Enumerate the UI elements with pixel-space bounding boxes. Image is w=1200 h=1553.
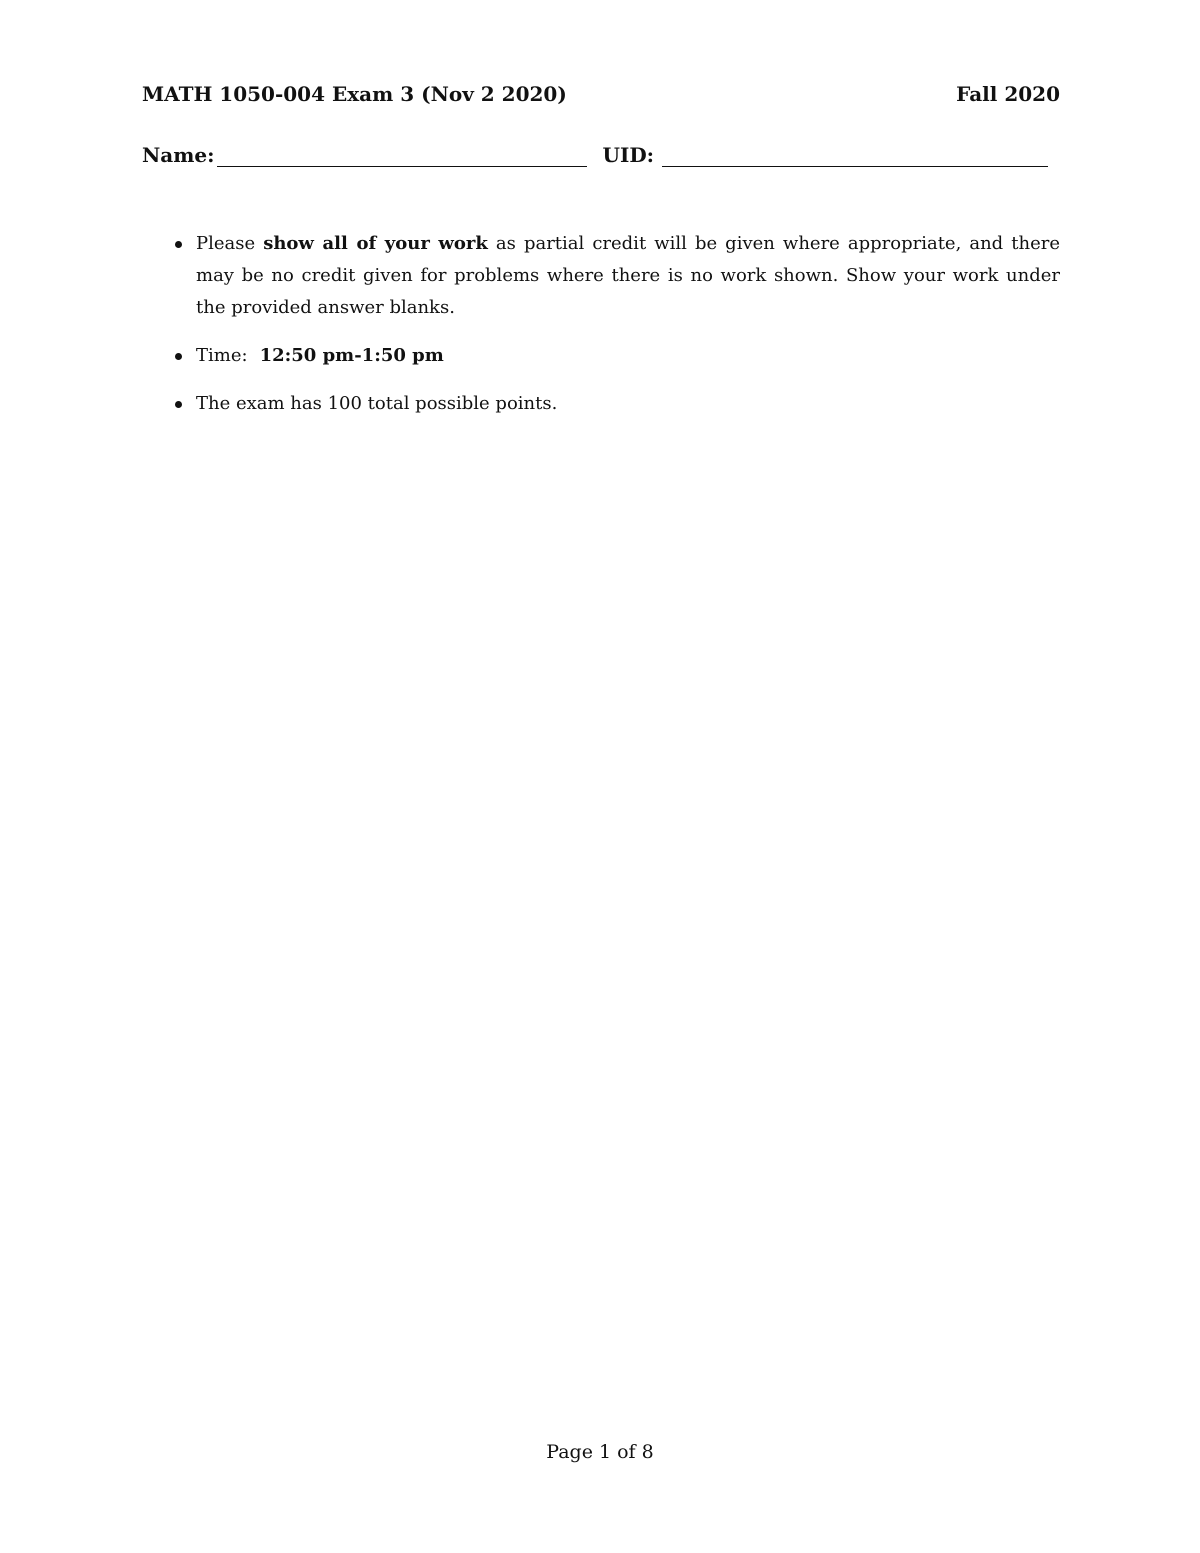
name-blank[interactable] [217,148,587,167]
uid-blank[interactable] [662,148,1048,167]
instruction-emphasis: show all of your work [263,233,488,254]
student-info-row [142,143,1060,167]
time-value: 12:50 pm-1:50 pm [259,345,444,366]
page-footer [0,1441,1200,1463]
name-label: Name: [142,143,215,167]
semester-label: Fall 2020 [956,82,1060,106]
instruction-text: Please [196,233,264,254]
bullet-icon [175,241,182,248]
instruction-item-time [172,340,1060,372]
uid-label: UID: [602,143,655,167]
course-title: MATH 1050-004 Exam 3 (Nov 2 2020) [142,82,567,106]
instruction-text: as partial credit will be given where appropriate, and there may be no credit given for problems where there is no work shown. Show your work under the provided answer blanks. [196,233,1060,318]
page-number: Page 1 of 8 [546,1441,654,1463]
instruction-item-work [172,228,1060,324]
bullet-icon [175,353,182,360]
time-label: Time: [196,345,248,366]
instruction-item-points [172,388,1060,420]
instruction-text: The exam has 100 total possible points. [196,393,558,414]
bullet-icon [175,401,182,408]
instructions-list [172,228,1060,436]
header [142,82,1060,106]
